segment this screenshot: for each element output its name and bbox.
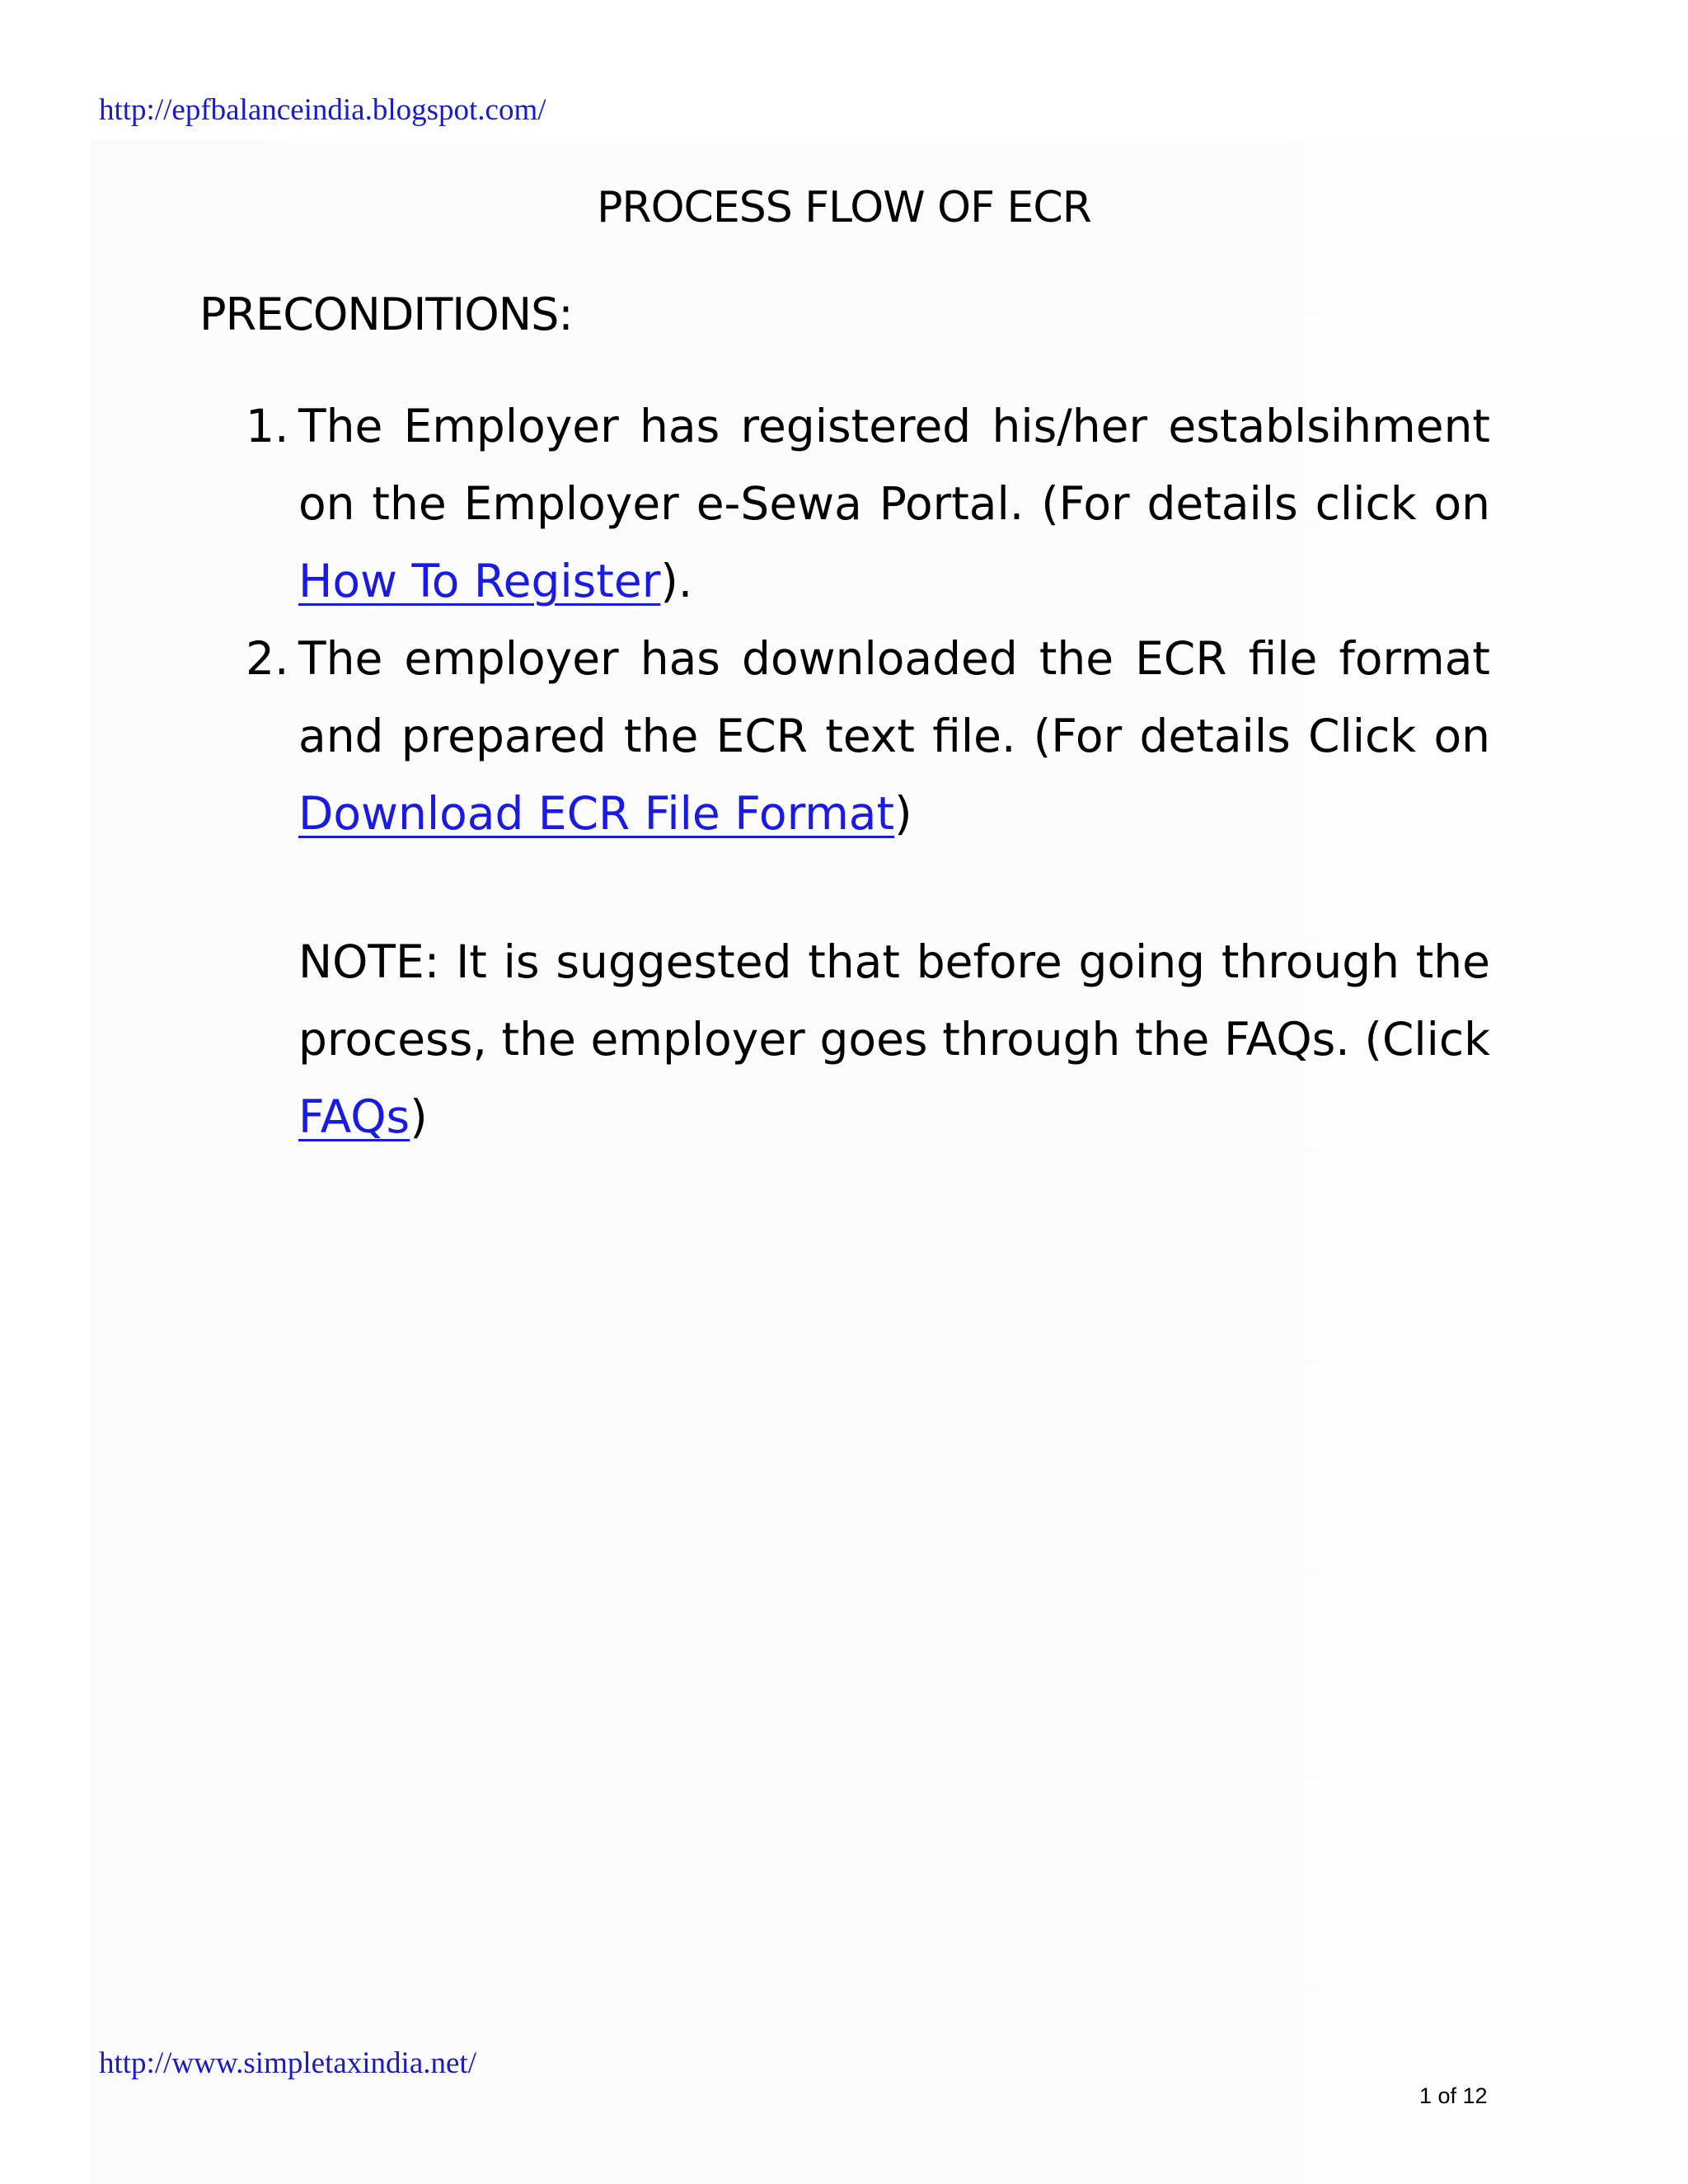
precondition-suffix: ).	[660, 555, 693, 607]
precondition-number: 1.	[246, 400, 289, 452]
precondition-text: The Employer has registered his/her establsihment on the Employer e-Sewa Portal. (For details click on	[298, 400, 1490, 530]
precondition-text: The employer has downloaded the ECR file format and prepared the ECR text file. (For details Click on	[298, 632, 1490, 762]
note-paragraph	[298, 923, 1490, 1155]
download-ecr-file-format-link[interactable]: Download ECR File Format	[298, 787, 895, 840]
preconditions-list	[246, 387, 1490, 852]
precondition-item-2	[246, 620, 1490, 852]
header-url-link[interactable]: http://epfbalanceindia.blogspot.com/	[99, 93, 546, 127]
precondition-item-1	[246, 387, 1490, 620]
faqs-link[interactable]: FAQs	[298, 1090, 410, 1143]
precondition-number: 2.	[246, 632, 289, 685]
document-title: PROCESS FLOW OF ECR	[597, 183, 1091, 232]
preconditions-heading: PRECONDITIONS:	[199, 288, 573, 340]
page-number: 1 of 12	[1419, 2083, 1488, 2108]
how-to-register-link[interactable]: How To Register	[298, 555, 661, 607]
footer-url-link[interactable]: http://www.simpletaxindia.net/	[99, 2046, 476, 2080]
precondition-suffix: )	[894, 787, 912, 840]
note-text: NOTE: It is suggested that before going through the process, the employer goes through the FAQs. (Click	[298, 935, 1490, 1066]
note-suffix: )	[410, 1090, 428, 1143]
